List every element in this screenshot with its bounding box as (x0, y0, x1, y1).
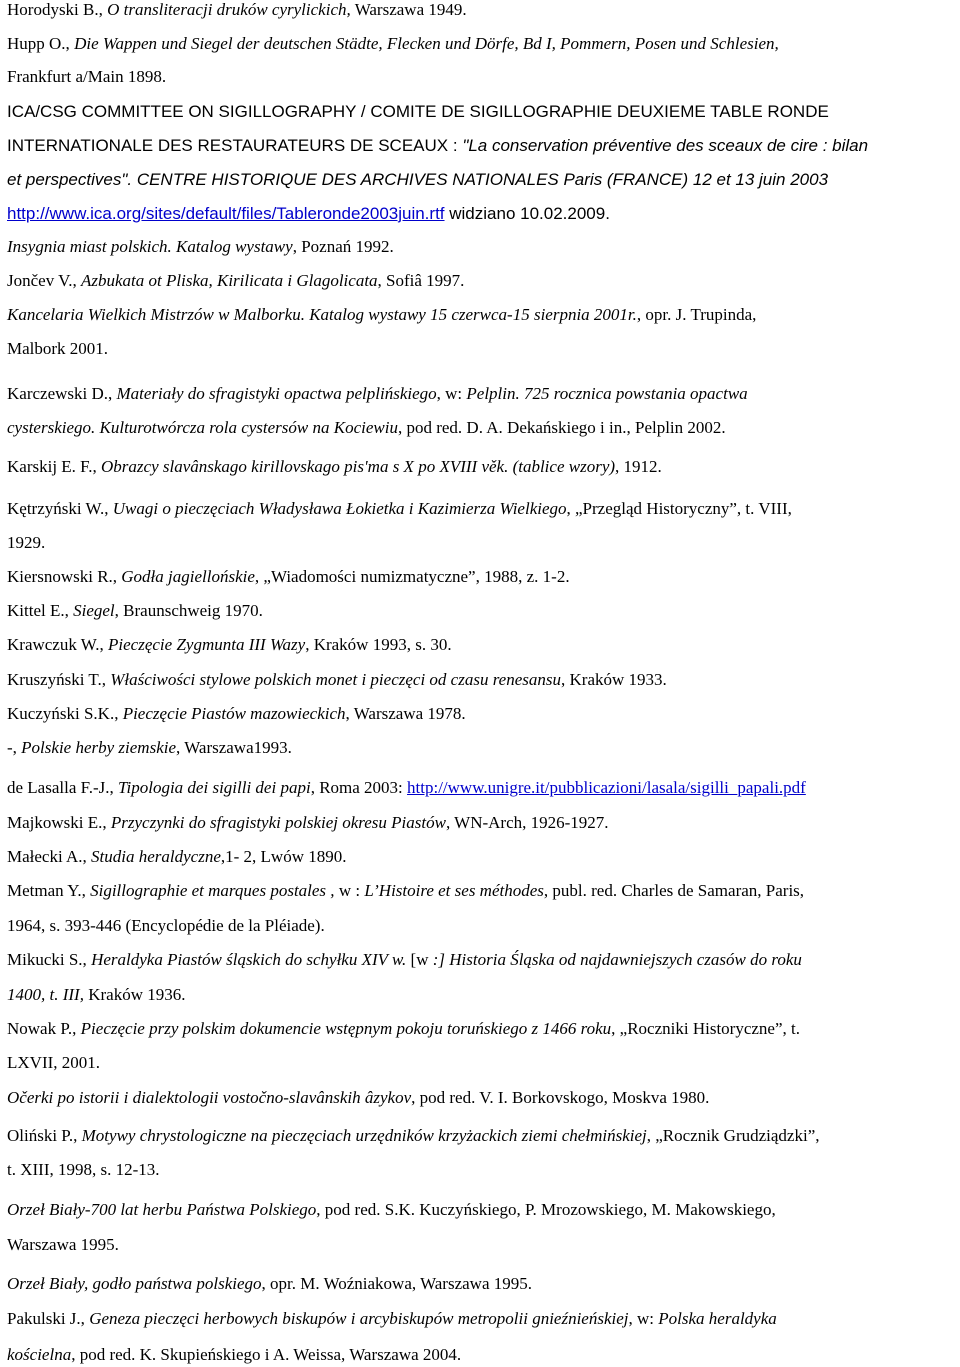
citation-text: ICA/CSG COMMITTEE ON SIGILLOGRAPHY / COMITE DE SIGILLOGRAPHIE DEUXIEME TABLE RONDE (7, 102, 829, 121)
bibliography-line (7, 1200, 776, 1220)
bibliography-line (7, 704, 466, 724)
bibliography-line (7, 67, 166, 87)
citation-text: Horodyski B., (7, 0, 108, 19)
bibliography-line (7, 1126, 820, 1146)
citation-text: , „Roczniki Historyczne”, t. (611, 1019, 800, 1038)
bibliography-line (7, 601, 263, 621)
citation-text: et perspectives". CENTRE HISTORIQUE DES ARCHIVES NATIONALES Paris (FRANCE) 12 et 13 juin 2003 (7, 170, 829, 189)
bibliography-line (7, 418, 726, 438)
bibliography-line (7, 567, 570, 587)
citation-text: Pieczęcie Piastów mazowieckich (122, 704, 346, 723)
bibliography-line (7, 170, 828, 190)
citation-text: , „Rocznik Grudziądzki”, (646, 1126, 820, 1145)
citation-text: Uwagi o pieczęciach Władysława Łokietka i Kazimierza Wielkiego (112, 499, 567, 518)
citation-text: , Sofiâ 1997. (377, 271, 465, 290)
citation-text: , WN-Arch, 1926-1927. (445, 813, 609, 832)
citation-text: Warszawa 1949. (350, 0, 467, 19)
citation-text: Malbork 2001. (7, 339, 109, 358)
citation-text: , 1912. (615, 457, 662, 476)
bibliography-line (7, 950, 802, 970)
bibliography-line (7, 1019, 800, 1039)
citation-text: Przyczynki do sfragistyki polskiej okresu Piastów (110, 813, 446, 832)
citation-text: widziano 10.02.2009. (444, 204, 610, 223)
citation-text: Heraldyka Piastów śląskich do schyłku XIV w. (91, 950, 407, 969)
citation-text: 1400, t. III, (7, 985, 84, 1004)
bibliography-line (7, 457, 662, 477)
citation-text: Godła jagiellońskie (121, 567, 255, 586)
citation-text: Materiały do sfragistyki opactwa pelplińskiego (116, 384, 437, 403)
citation-text: 1929. (7, 533, 46, 552)
bibliography-line (7, 136, 868, 156)
bibliography-line (7, 1235, 119, 1255)
bibliography-line (7, 0, 467, 20)
citation-text: Kittel E., (7, 601, 74, 620)
citation-text: Kętrzyński W., (7, 499, 113, 518)
citation-text: Obrazcy slavânskago kirillovskago pis'ma s X po XVIII věk. (tablice wzory) (101, 457, 616, 476)
bibliography-line (7, 384, 748, 404)
bibliography-line (7, 204, 610, 224)
bibliography-line (7, 847, 347, 867)
citation-text: LXVII, 2001. (7, 1053, 101, 1072)
citation-text: , pod red. D. A. Dekańskiego i in., Pelplin 2002. (397, 418, 726, 437)
citation-text: Orzeł Biały-700 lat herbu Państwa Polskiego (7, 1200, 317, 1219)
citation-text: , Kraków 1993, s. 30. (305, 635, 452, 654)
citation-text: Frankfurt a/Main 1898. (7, 67, 167, 86)
citation-text: Pieczęcie przy polskim dokumencie wstępnym pokoju toruńskiego z 1466 roku (80, 1019, 612, 1038)
bibliography-line (7, 813, 609, 833)
bibliography-line (7, 305, 756, 325)
citation-text: Tipologia dei sigilli dei papi (118, 778, 311, 797)
citation-text: , Braunschweig 1970. (114, 601, 263, 620)
citation-text: kościelna (7, 1345, 72, 1364)
bibliography-line (7, 738, 292, 758)
citation-text: de Lasalla F.-J., (7, 778, 118, 797)
citation-text: Kuczyński S.K., (7, 704, 123, 723)
citation-text: Kiersnowski R., (7, 567, 122, 586)
citation-text: -, (7, 738, 22, 757)
bibliography-line (7, 1345, 461, 1365)
citation-text: , opr. M. Woźniakowa, Warszawa 1995. (261, 1274, 532, 1293)
citation-text: , Warszawa 1978. (345, 704, 466, 723)
citation-text: , „Wiadomości numizmatyczne”, 1988, z. 1-2. (254, 567, 570, 586)
bibliography-line (7, 1088, 709, 1108)
citation-text: Majkowski E., (7, 813, 111, 832)
citation-text: Studia heraldyczne (91, 847, 221, 866)
bibliography-line (7, 1053, 100, 1073)
citation-text: O transliteracji druków cyrylickich, (107, 0, 351, 19)
bibliography-line (7, 533, 45, 553)
bibliography-line (7, 34, 779, 54)
citation-text: Krawczuk W., (7, 635, 109, 654)
citation-text: Karczewski D., (7, 384, 117, 403)
citation-text: , pod red. V. I. Borkovskogo, Moskva 1980. (411, 1088, 710, 1107)
citation-text: Metman Y., (7, 881, 91, 900)
citation-text: INTERNATIONALE DES RESTAURATEURS DE SCEAUX : (7, 136, 463, 155)
citation-text: "La conservation préventive des sceaux de cire : bilan (462, 136, 869, 155)
citation-text: Geneza pieczęci herbowych biskupów i arcybiskupów metropolii gnieźnieńskiej (89, 1309, 629, 1328)
citation-text: , „Przegląd Historyczny”, t. VIII, (566, 499, 792, 518)
citation-text: cysterskiego. Kulturotwórcza rola cystersów na Kociewiu (7, 418, 398, 437)
citation-text: L’Histoire et ses méthodes (364, 881, 544, 900)
url-link[interactable]: http://www.unigre.it/pubblicazioni/lasala/sigilli_papali.pdf (407, 778, 806, 797)
citation-text: , publ. red. Charles de Samaran, Paris, (543, 881, 805, 900)
citation-text: , Kraków 1933. (561, 670, 667, 689)
citation-text: Kruszyński T., (7, 670, 111, 689)
bibliography-line (7, 916, 325, 936)
citation-text: , w: (436, 384, 467, 403)
citation-text: Karskij E. F., (7, 457, 102, 476)
citation-text: , Poznań 1992. (292, 237, 394, 256)
citation-text: , Warszawa1993. (176, 738, 292, 757)
bibliography-line (7, 102, 829, 122)
citation-text: Hupp O., (7, 34, 75, 53)
citation-text: 1964, s. 393-446 (Encyclopédie de la Pléiade). (7, 916, 325, 935)
bibliography-line (7, 635, 452, 655)
citation-text: Pieczęcie Zygmunta III Wazy (108, 635, 306, 654)
citation-text: , w: (628, 1309, 659, 1328)
citation-text: Polska heraldyka (658, 1309, 777, 1328)
citation-text: Siegel (73, 601, 115, 620)
citation-text: Die Wappen und Siegel der deutschen Städte, Flecken und Dörfe, Bd I, Pommern, Posen und Schlesien, (74, 34, 779, 53)
citation-text: :] Historia Śląska od najdawniejszych czasów do roku (432, 950, 802, 969)
citation-text: , pod red. S.K. Kuczyńskiego, P. Mrozowskiego, M. Makowskiego, (316, 1200, 776, 1219)
bibliography-line (7, 985, 185, 1005)
bibliography-line (7, 881, 804, 901)
citation-text: Kancelaria Wielkich Mistrzów w Malborku. Katalog wystawy 15 czerwca-15 sierpnia 2001r. (7, 305, 637, 324)
citation-text: , opr. J. Trupinda, (636, 305, 757, 324)
bibliography-line (7, 499, 792, 519)
citation-text: Sigillographie et marques postales , (90, 881, 339, 900)
citation-text: Orzeł Biały, godło państwa polskiego (7, 1274, 262, 1293)
citation-text: Pakulski J., (7, 1309, 90, 1328)
citation-text: Kraków 1936. (83, 985, 186, 1004)
bibliography-line (7, 1160, 160, 1180)
citation-text: Očerki po istorii i dialektologii vostočno-slavânskih âzykov (7, 1088, 412, 1107)
citation-text: w : (338, 881, 365, 900)
citation-text: Jončev V., (7, 271, 81, 290)
bibliography-line (7, 271, 464, 291)
bibliography-line (7, 778, 806, 798)
citation-text: , pod red. K. Skupieńskiego i A. Weissa, Warszawa 2004. (71, 1345, 462, 1364)
citation-text: Oliński P., (7, 1126, 82, 1145)
citation-text: [w (406, 950, 433, 969)
citation-text: , Roma 2003: (310, 778, 408, 797)
citation-text: Azbukata ot Pliska, Kirilicata i Glagolicata (81, 271, 378, 290)
bibliography-line (7, 1274, 532, 1294)
citation-text: Pelplin. 725 rocznica powstania opactwa (466, 384, 748, 403)
citation-text: Nowak P., (7, 1019, 81, 1038)
citation-text: Właściwości stylowe polskich monet i pieczęci od czasu renesansu (110, 670, 561, 689)
citation-text: Mikucki S., (7, 950, 92, 969)
citation-text: Motywy chrystologiczne na pieczęciach urzędników krzyżackich ziemi chełmińskiej (81, 1126, 647, 1145)
citation-text: Warszawa 1995. (7, 1235, 119, 1254)
bibliography-line (7, 1309, 777, 1329)
bibliography-line (7, 237, 394, 257)
citation-text: t. XIII, 1998, s. 12-13. (7, 1160, 160, 1179)
citation-text: Polskie herby ziemskie (21, 738, 177, 757)
citation-text: ,1- 2, Lwów 1890. (220, 847, 347, 866)
citation-text: Insygnia miast polskich. Katalog wystawy (7, 237, 293, 256)
url-link[interactable]: http://www.ica.org/sites/default/files/Tableronde2003juin.rtf (7, 204, 445, 223)
citation-text: Małecki A., (7, 847, 92, 866)
bibliography-line (7, 339, 108, 359)
bibliography-line (7, 670, 667, 690)
